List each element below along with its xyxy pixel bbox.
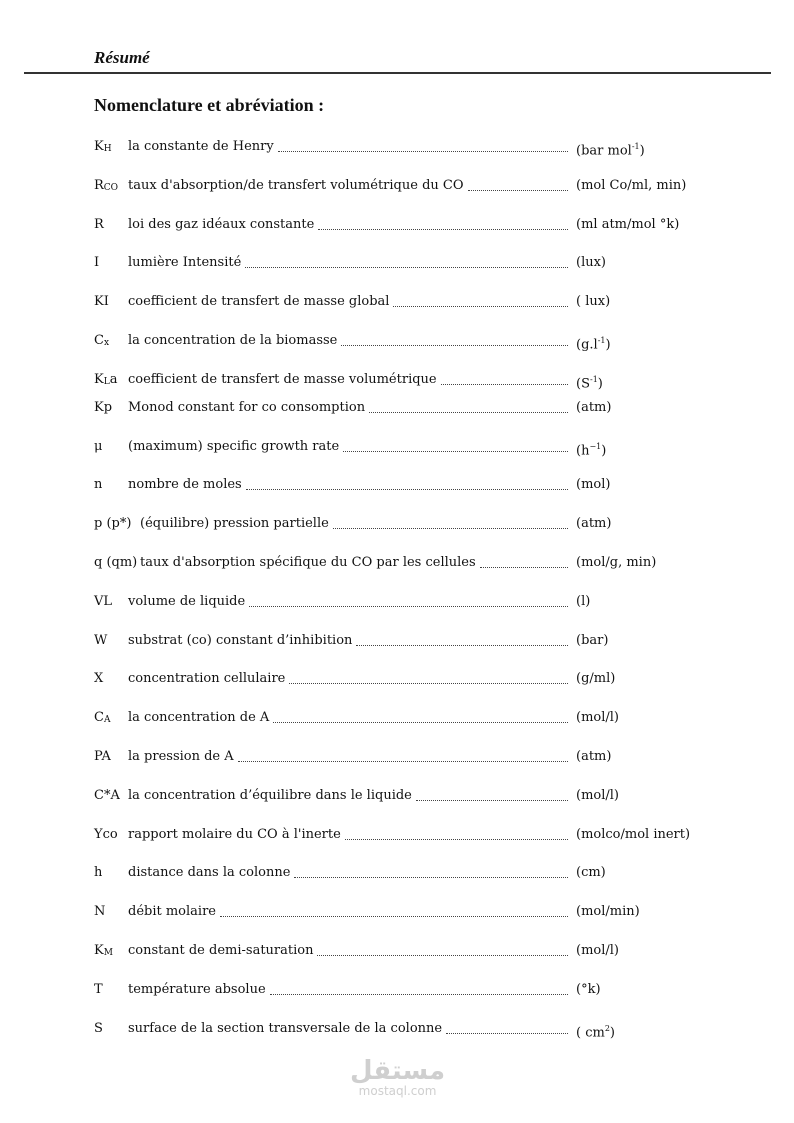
description: distance dans la colonne (128, 865, 291, 881)
description: la constante de Henry (128, 139, 274, 154)
description: taux d'absorption spécifique du CO par les cellules (140, 554, 476, 570)
nomenclature-row (94, 631, 734, 670)
description: Monod constant for co consomption (128, 399, 366, 415)
nomenclature-list (94, 137, 734, 1057)
unit: (mol/l) (576, 787, 619, 803)
description: substrat (co) constant d’inhibition (128, 632, 353, 648)
description: température absolue (128, 981, 266, 997)
symbol: W (94, 632, 108, 648)
unit: (mol) (576, 477, 611, 493)
unit: (bar) (576, 632, 609, 648)
dot-leader (278, 137, 568, 152)
unit: ( $cm^2$) (576, 1023, 615, 1040)
dot-leader (249, 592, 568, 607)
description: lumière Intensité (128, 255, 242, 271)
symbol: μ (94, 438, 103, 454)
symbol: R (94, 216, 104, 232)
symbol: C*A (94, 787, 120, 803)
dot-leader (238, 747, 568, 762)
description: nombre de moles (128, 477, 242, 493)
unit: (°k) (576, 981, 601, 997)
unit: (molco/mol inert) (576, 826, 691, 842)
dot-leader (294, 863, 568, 878)
symbol: Kp (94, 399, 113, 415)
nomenclature-row (94, 514, 734, 553)
symbol: h (94, 865, 103, 881)
unit: (atm) (576, 399, 612, 415)
dot-leader (245, 253, 568, 268)
symbol: p (p*) (94, 516, 132, 532)
description: la concentration de la biomasse (128, 332, 338, 348)
dot-leader (270, 980, 568, 995)
nomenclature-row (94, 941, 734, 980)
nomenclature-row (94, 669, 734, 708)
dot-leader (345, 825, 568, 840)
description: coefficient de transfert de masse global (128, 294, 390, 310)
description: concentration cellulaire (128, 671, 286, 687)
unit: (mol/l) (576, 942, 619, 958)
nomenclature-row (94, 786, 734, 825)
watermark-arabic: مستقل (350, 1056, 446, 1086)
symbol: N (94, 904, 106, 920)
description: taux d'absorption/de transfert volumétrique du CO (128, 177, 464, 193)
dot-leader (446, 1019, 568, 1034)
nomenclature-row (94, 137, 734, 176)
unit: (mol Co/ml, min) (576, 177, 687, 193)
dot-leader (369, 398, 568, 413)
dot-leader (317, 941, 568, 956)
unit: (ml atm/mol °k) (576, 216, 680, 232)
symbol: q (qm) (94, 554, 138, 570)
dot-leader (333, 514, 568, 529)
nomenclature-row (94, 292, 734, 331)
unit: (mol/g, min) (576, 554, 657, 570)
description: la concentration de A (128, 710, 270, 726)
description: la pression de A (128, 748, 234, 764)
nomenclature-row (94, 475, 734, 514)
dot-leader (356, 631, 568, 646)
nomenclature-row (94, 176, 734, 215)
unit: (atm) (576, 516, 612, 532)
symbol: PA (94, 748, 111, 764)
nomenclature-row (94, 215, 734, 254)
symbol: T (94, 981, 103, 997)
description: loi des gaz idéaux constante (128, 216, 315, 232)
symbol: Yco (94, 826, 118, 842)
nomenclature-row (94, 253, 734, 292)
unit: (mol/min) (576, 904, 640, 920)
symbol: n (94, 477, 103, 493)
symbol: $K_M$ (94, 942, 113, 958)
symbol: $C_x$ (94, 332, 110, 348)
description: la concentration d’équilibre dans le liquide (128, 787, 412, 803)
unit: (l) (576, 593, 591, 609)
description: débit molaire (128, 904, 216, 920)
description: surface de la section transversale de la colonne (128, 1020, 443, 1036)
nomenclature-row (94, 331, 734, 370)
nomenclature-row (94, 370, 734, 398)
symbol: $C_A$ (94, 710, 111, 726)
description: (maximum) specific growth rate (128, 438, 340, 454)
symbol: VL (94, 593, 113, 609)
dot-leader (480, 553, 568, 568)
section-header: Résumé (94, 48, 150, 67)
symbol: $K_H$ (94, 139, 112, 154)
dot-leader (220, 902, 568, 917)
dot-leader (341, 331, 568, 346)
dot-leader (343, 437, 568, 452)
unit: (atm) (576, 748, 612, 764)
dot-leader (273, 708, 568, 723)
dot-leader (468, 176, 569, 191)
dot-leader (318, 215, 568, 230)
watermark-latin: mostaql.com (358, 1084, 437, 1098)
dot-leader (289, 669, 568, 684)
unit: (g/ml) (576, 671, 616, 687)
watermark-logo (350, 1058, 445, 1098)
nomenclature-row (94, 553, 734, 592)
nomenclature-row (94, 592, 734, 631)
nomenclature-row (94, 863, 734, 902)
unit: ( lux) (576, 294, 611, 310)
nomenclature-row (94, 825, 734, 864)
nomenclature-row (94, 902, 734, 941)
unit: $(g.l^{-1})$ (576, 335, 611, 353)
description: volume de liquide (128, 593, 246, 609)
unit: (lux) (576, 255, 607, 271)
dot-leader (393, 292, 568, 307)
symbol: S (94, 1020, 103, 1036)
nomenclature-row (94, 398, 734, 437)
unit: $(h^{-1})$ (576, 441, 607, 458)
symbol: KI (94, 294, 109, 310)
symbol: X (94, 671, 104, 687)
symbol: $R_{CO}$ (94, 177, 119, 193)
dot-leader (416, 786, 568, 801)
description: (équilibre) pression partielle (140, 516, 329, 532)
symbol: I (94, 255, 100, 271)
nomenclature-row (94, 437, 734, 476)
unit: (mol/l) (576, 710, 619, 726)
page-title: Nomenclature et abréviation : (94, 95, 325, 115)
nomenclature-row (94, 980, 734, 1019)
header-rule (24, 72, 771, 74)
unit: $(S^{-1})$ (576, 374, 603, 392)
nomenclature-row (94, 708, 734, 747)
description: coefficient de transfert de masse volumétrique (128, 371, 437, 387)
dot-leader (246, 475, 568, 490)
unit: (bar mol$^{-1}$) (576, 142, 645, 159)
nomenclature-row (94, 747, 734, 786)
description: rapport molaire du CO à l'inerte (128, 826, 341, 842)
unit: (cm) (576, 865, 606, 881)
symbol: $K_La$ (94, 371, 118, 387)
description: constant de demi-saturation (128, 942, 314, 958)
nomenclature-row (94, 1019, 734, 1058)
dot-leader (441, 370, 568, 385)
